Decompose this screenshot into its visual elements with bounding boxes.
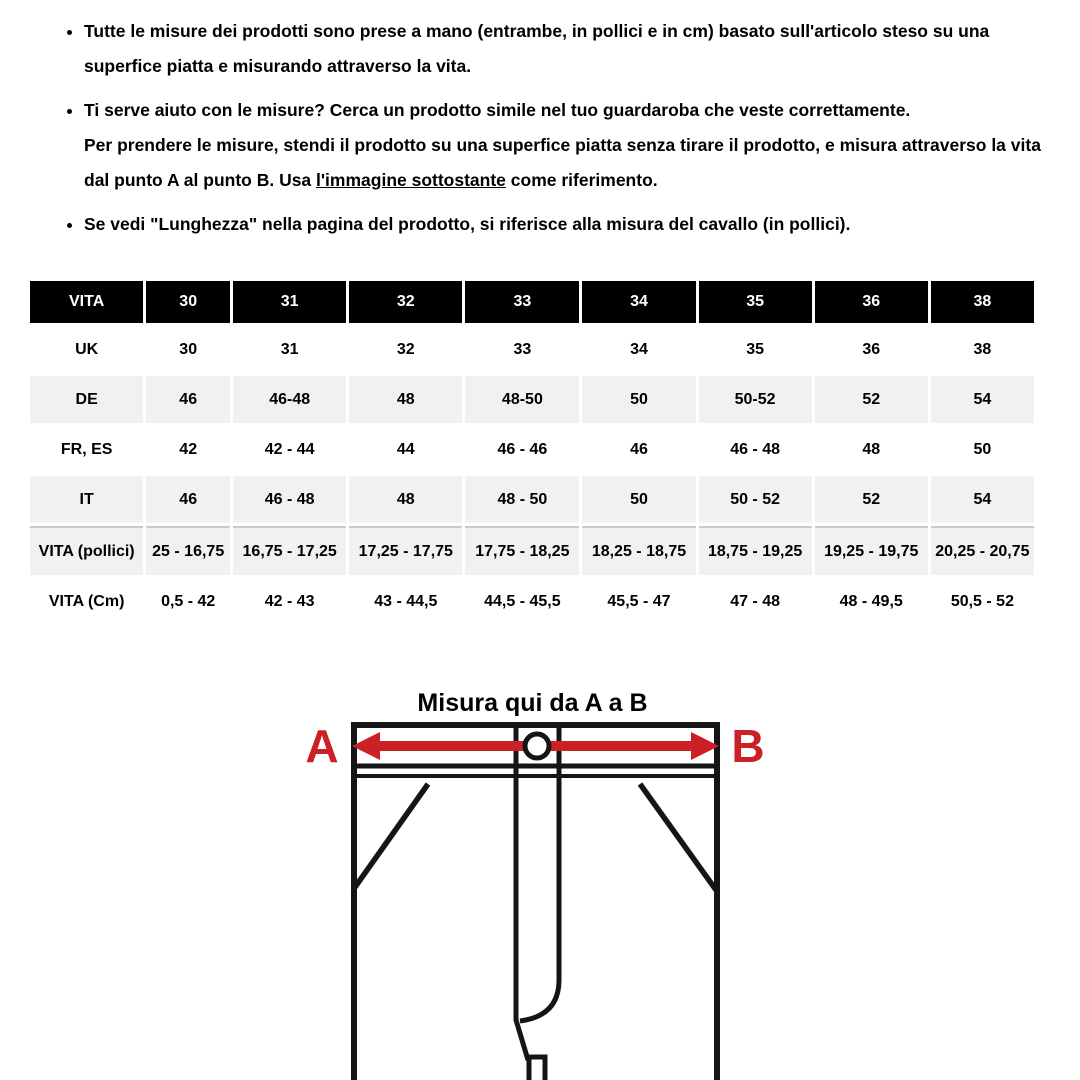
size-cell: 46 xyxy=(146,476,230,523)
table-header-cell: 36 xyxy=(815,281,928,323)
list-item xyxy=(84,14,1044,84)
size-table-wrapper xyxy=(30,278,1037,628)
size-cell: 50 xyxy=(582,376,695,423)
size-cell: 44,5 - 45,5 xyxy=(465,578,579,625)
table-header-cell: 32 xyxy=(349,281,462,323)
size-cell: 46-48 xyxy=(233,376,346,423)
size-cell: 50-52 xyxy=(699,376,812,423)
bullet-line-prefix: dal punto A al punto B. Usa xyxy=(84,170,317,190)
point-b-label: B xyxy=(731,720,765,772)
size-cell: 48 xyxy=(349,376,462,423)
size-cell: 52 xyxy=(815,376,928,423)
pants-outline xyxy=(351,722,720,1080)
size-cell: 33 xyxy=(465,326,579,373)
table-header-cell: 38 xyxy=(931,281,1034,323)
point-a-label: A xyxy=(305,720,339,772)
info-list xyxy=(0,14,1044,242)
size-cell: 32 xyxy=(349,326,462,373)
row-label-cell: DE xyxy=(30,376,143,423)
bullet-line: superfice piatta e misurando attraverso la vita. xyxy=(84,56,472,76)
size-cell: 48 - 50 xyxy=(465,476,579,523)
table-row xyxy=(30,476,1034,523)
size-cell: 20,25 - 20,75 xyxy=(931,526,1034,575)
bullet-line xyxy=(84,163,1044,198)
size-cell: 30 xyxy=(146,326,230,373)
list-item xyxy=(84,207,1044,242)
reference-link[interactable]: l'immagine sottostante xyxy=(316,170,506,190)
list-item xyxy=(84,93,1044,198)
table-row xyxy=(30,526,1034,575)
table-row xyxy=(30,578,1034,625)
table-header-cell: 31 xyxy=(233,281,346,323)
row-label-cell: FR, ES xyxy=(30,426,143,473)
size-cell: 42 xyxy=(146,426,230,473)
bullet-line: • Ti serve aiuto con le misure? Cerca un prodotto simile nel tuo guardaroba che veste correttamente. xyxy=(84,100,911,120)
table-header-cell: 33 xyxy=(465,281,579,323)
size-cell: 19,25 - 19,75 xyxy=(815,526,928,575)
row-label-cell: VITA (pollici) xyxy=(30,526,143,575)
size-cell: 48 xyxy=(815,426,928,473)
size-cell: 18,75 - 19,25 xyxy=(699,526,812,575)
table-header-cell: 35 xyxy=(699,281,812,323)
size-cell: 44 xyxy=(349,426,462,473)
size-cell: 17,75 - 18,25 xyxy=(465,526,579,575)
size-cell: 34 xyxy=(582,326,695,373)
size-cell: 54 xyxy=(931,376,1034,423)
bullet-line: Per prendere le misure, stendi il prodotto su una superfice piatta senza tirare il prodotto, e misura attraverso la vita xyxy=(84,135,1041,155)
size-cell: 50,5 - 52 xyxy=(931,578,1034,625)
size-cell: 46 xyxy=(582,426,695,473)
table-header-cell: 34 xyxy=(582,281,695,323)
size-cell: 42 - 44 xyxy=(233,426,346,473)
row-label-cell: UK xyxy=(30,326,143,373)
size-cell: 38 xyxy=(931,326,1034,373)
size-cell: 25 - 16,75 xyxy=(146,526,230,575)
size-cell: 46 - 48 xyxy=(233,476,346,523)
table-row xyxy=(30,326,1034,373)
size-cell: 50 xyxy=(931,426,1034,473)
size-cell: 36 xyxy=(815,326,928,373)
table-row xyxy=(30,426,1034,473)
row-label-cell: VITA (Cm) xyxy=(30,578,143,625)
row-label-cell: IT xyxy=(30,476,143,523)
size-cell: 54 xyxy=(931,476,1034,523)
size-cell: 50 - 52 xyxy=(699,476,812,523)
button-icon xyxy=(525,734,549,758)
size-cell: 35 xyxy=(699,326,812,373)
bullet-line: • Se vedi "Lunghezza" nella pagina del prodotto, si riferisce alla misura del cavallo (in pollici). xyxy=(84,214,851,234)
bullet-line: • Tutte le misure dei prodotti sono prese a mano (entrambe, in pollici e in cm) basato sull'articolo steso su una xyxy=(84,21,990,41)
size-table xyxy=(30,278,1037,628)
size-cell: 48 - 49,5 xyxy=(815,578,928,625)
size-cell: 46 - 48 xyxy=(699,426,812,473)
size-cell: 0,5 - 42 xyxy=(146,578,230,625)
size-cell: 46 - 46 xyxy=(465,426,579,473)
size-cell: 48 xyxy=(349,476,462,523)
pants-diagram xyxy=(0,718,1080,1080)
size-cell: 46 xyxy=(146,376,230,423)
size-cell: 31 xyxy=(233,326,346,373)
bullet-line-suffix: come riferimento. xyxy=(505,170,658,190)
size-cell: 18,25 - 18,75 xyxy=(582,526,695,575)
table-header-cell: VITA xyxy=(30,281,143,323)
table-header-row xyxy=(30,281,1034,323)
size-cell: 42 - 43 xyxy=(233,578,346,625)
size-cell: 47 - 48 xyxy=(699,578,812,625)
size-cell: 50 xyxy=(582,476,695,523)
table-row xyxy=(30,376,1034,423)
diagram-title: Misura qui da A a B xyxy=(417,689,648,717)
size-cell: 48-50 xyxy=(465,376,579,423)
size-cell: 52 xyxy=(815,476,928,523)
size-cell: 45,5 - 47 xyxy=(582,578,695,625)
size-cell: 17,25 - 17,75 xyxy=(349,526,462,575)
size-cell: 16,75 - 17,25 xyxy=(233,526,346,575)
size-cell: 43 - 44,5 xyxy=(349,578,462,625)
table-header-cell: 30 xyxy=(146,281,230,323)
measure-diagram xyxy=(0,688,1080,1080)
